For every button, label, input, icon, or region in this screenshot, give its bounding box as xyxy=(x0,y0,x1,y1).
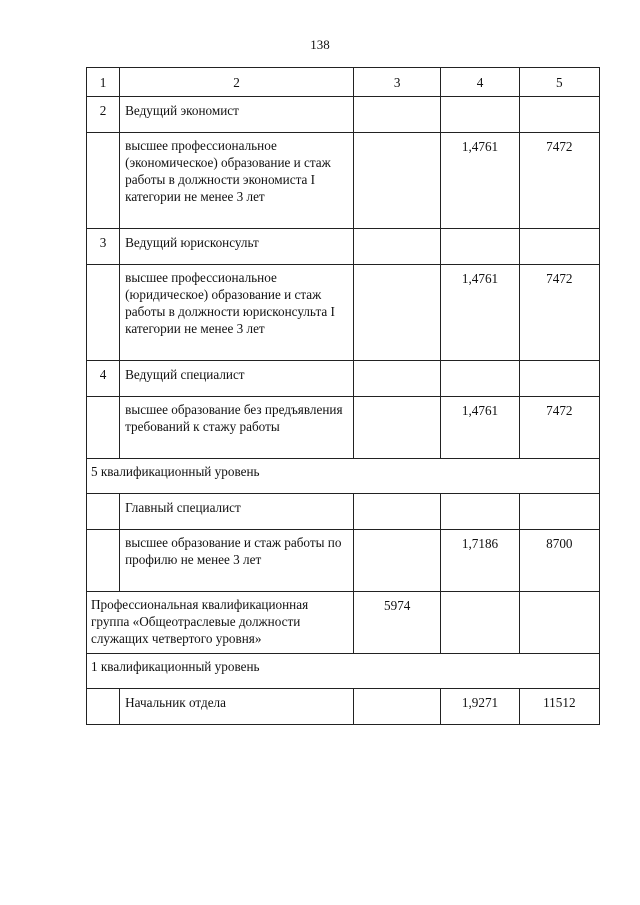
table-row xyxy=(87,397,600,459)
base-salary-value: 5974 xyxy=(354,592,441,654)
salary-table xyxy=(86,67,600,725)
professional-group: Профессиональная квалификационная группа «Общеотраслевые должности служащих четвертого уровня» xyxy=(87,592,354,654)
requirements-text: высшее образование без предъявления требований к стажу работы xyxy=(120,397,354,459)
row-index: 2 xyxy=(87,97,120,133)
table-row xyxy=(87,133,600,229)
salary-value: 8700 xyxy=(519,530,599,592)
position-title: Ведущий юрисконсульт xyxy=(120,229,354,265)
position-title: Ведущий специалист xyxy=(120,361,354,397)
salary-value: 7472 xyxy=(519,265,599,361)
page-number: 138 xyxy=(310,37,330,52)
header-cell: 3 xyxy=(354,68,441,97)
table-row xyxy=(87,689,600,725)
position-title: Ведущий экономист xyxy=(120,97,354,133)
coefficient-value: 1,4761 xyxy=(441,133,519,229)
table-header-row xyxy=(87,68,600,97)
coefficient-value: 1,4761 xyxy=(441,397,519,459)
salary-value: 7472 xyxy=(519,133,599,229)
row-index: 3 xyxy=(87,229,120,265)
table-row xyxy=(87,592,600,654)
coefficient-value: 1,4761 xyxy=(441,265,519,361)
header-cell: 4 xyxy=(441,68,519,97)
requirements-text: высшее профессиональное (экономическое) образование и стаж работы в должности экономиста I категории не менее 3 лет xyxy=(120,133,354,229)
position-title: Главный специалист xyxy=(120,494,354,530)
table-row xyxy=(87,654,600,689)
table-row xyxy=(87,530,600,592)
table-row xyxy=(87,494,600,530)
table-row xyxy=(87,229,600,265)
table-row xyxy=(87,97,600,133)
salary-value: 7472 xyxy=(519,397,599,459)
requirements-text: высшее профессиональное (юридическое) образование и стаж работы в должности юрисконсульта I категории не менее 3 лет xyxy=(120,265,354,361)
coefficient-value: 1,9271 xyxy=(441,689,519,725)
salary-value: 11512 xyxy=(519,689,599,725)
header-cell: 2 xyxy=(120,68,354,97)
qualification-level: 1 квалификационный уровень xyxy=(87,654,600,689)
table-row xyxy=(87,459,600,494)
qualification-level: 5 квалификационный уровень xyxy=(87,459,600,494)
table-row xyxy=(87,265,600,361)
row-index: 4 xyxy=(87,361,120,397)
requirements-text: высшее образование и стаж работы по профилю не менее 3 лет xyxy=(120,530,354,592)
table-row xyxy=(87,361,600,397)
header-cell: 5 xyxy=(519,68,599,97)
position-title: Начальник отдела xyxy=(120,689,354,725)
coefficient-value: 1,7186 xyxy=(441,530,519,592)
header-cell: 1 xyxy=(87,68,120,97)
